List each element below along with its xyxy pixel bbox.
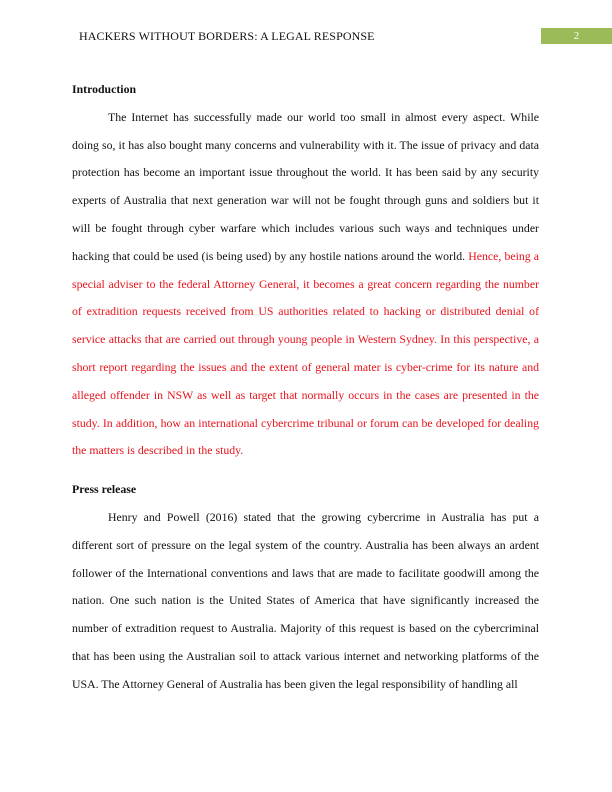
introduction-paragraph [72, 104, 539, 465]
introduction-heading: Introduction [72, 82, 137, 96]
page-number-badge: 2 [541, 28, 612, 44]
press-release-paragraph: Henry and Powell (2016) stated that the growing cybercrime in Australia has put a different sort of pressure on the legal system of the country. Australia has been always an ardent follower of the International conventions and laws that are made to facilitate goodwill among the nation. One such nation is the United States of America that have significantly increased the number of extradition request to Australia. Majority of this request is based on the cybercriminal that has been using the Australian soil to attack various internet and networking platforms of the USA. The Attorney General of Australia has been given the legal responsibility of handling all [72, 509, 539, 691]
document-body [72, 76, 539, 699]
running-head-title: HACKERS WITHOUT BORDERS: A LEGAL RESPONSE [79, 29, 375, 43]
introduction-highlighted-text: Hence, being a special adviser to the federal Attorney General, it becomes a great concern regarding the number of extradition requests received from US authorities related to hacking or distributed denial of service attacks that are carried out through young people in Western Sydney. In this perspective, a short report regarding the issues and the extent of general mater is cyber-crime for its nature and alleged offender in NSW as well as target that normally occurs in the cases are presented in the study. In addition, how an international cybercrime tribunal or forum can be developed for dealing the matters is described in the study. [72, 248, 540, 458]
introduction-text: The Internet has successfully made our world too small in almost every aspect. While doing so, it has also bought many concerns and vulnerability with it. The issue of privacy and data protection has become an important issue throughout the world. It has been said by any security experts of Australia that next generation war will not be fought through guns and soldiers but it will be fought through cyber warfare which includes various such ways and techniques under hacking that could be used (is being used) by any hostile nations around the world. [72, 109, 539, 263]
press-release-heading: Press release [72, 482, 137, 497]
